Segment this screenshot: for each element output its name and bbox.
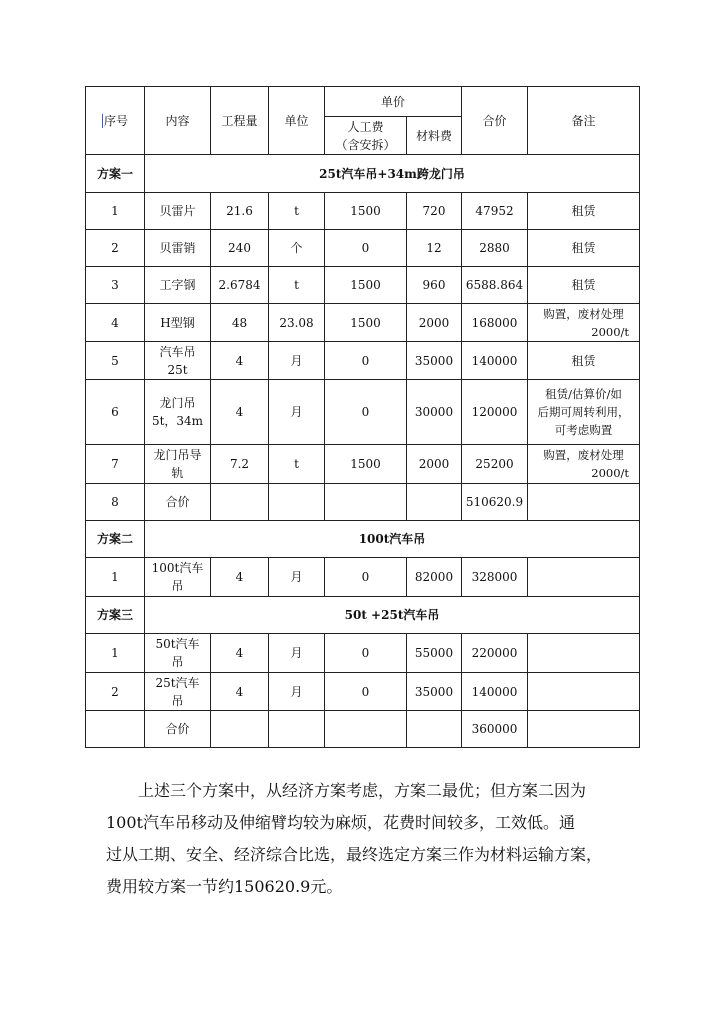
cell-seq: 1 [86,558,145,597]
cell-unit: 月 [269,673,325,711]
cell-material: 82000 [407,558,462,597]
cell-qty: 7.2 [211,445,269,484]
cell-labor [325,711,407,748]
cell-content: 汽车吊 25t [145,342,211,380]
cell-remark: 购置，废材处理 2000/t [528,304,640,342]
cell-material: 960 [407,267,462,304]
cell-total: 2880 [462,230,528,267]
cell-seq [86,711,145,748]
table-row [86,711,640,748]
cell-qty [211,484,269,521]
cell-remark [528,711,640,748]
cell-remark [528,484,640,521]
plan1-title-row [86,155,640,193]
cell-content: 25t汽车 吊 [145,673,211,711]
cell-content: 贝雷销 [145,230,211,267]
cell-content: 龙门吊 5t，34m [145,380,211,445]
cell-remark: 租赁 [528,267,640,304]
cell-remark: 租赁 [528,230,640,267]
cell-unit: t [269,445,325,484]
cell-labor: 0 [325,230,407,267]
cell-qty: 4 [211,673,269,711]
cell-labor: 0 [325,558,407,597]
plan3-label: 方案三 [86,597,145,634]
cell-unit: t [269,193,325,230]
cell-unit: 23.08 [269,304,325,342]
header-material: 材料费 [407,117,462,155]
table-row [86,230,640,267]
cell-qty: 4 [211,558,269,597]
cell-qty [211,711,269,748]
cell-seq: 7 [86,445,145,484]
cell-qty: 4 [211,380,269,445]
cell-material: 2000 [407,445,462,484]
cell-remark: 购置，废材处理 2000/t [528,445,640,484]
cell-labor: 0 [325,380,407,445]
cell-total: 120000 [462,380,528,445]
table-row [86,445,640,484]
header-row [86,87,640,117]
header-labor: 人工费 （含安拆） [325,117,407,155]
cell-remark: 租赁 [528,342,640,380]
table-row [86,634,640,673]
cell-remark [528,558,640,597]
table-row [86,380,640,445]
cell-material: 2000 [407,304,462,342]
cell-content: 50t汽车 吊 [145,634,211,673]
cell-seq: 6 [86,380,145,445]
cell-remark [528,673,640,711]
cell-material: 35000 [407,673,462,711]
cell-content: 合价 [145,484,211,521]
cell-seq: 1 [86,634,145,673]
table-row [86,304,640,342]
table-row [86,558,640,597]
plan2-title: 100t汽车吊 [145,521,640,558]
table-row [86,193,640,230]
cell-seq: 1 [86,193,145,230]
header-remark: 备注 [528,87,640,155]
paragraph-line: 费用较方案一节约150620.9元。 [106,877,343,896]
conclusion-paragraph [106,775,630,903]
cell-labor: 1500 [325,267,407,304]
cell-labor [325,484,407,521]
cell-content: 合价 [145,711,211,748]
table-row [86,484,640,521]
cell-total: 140000 [462,673,528,711]
cell-total: 168000 [462,304,528,342]
header-seq: 序号 [86,87,145,155]
cell-unit: 月 [269,558,325,597]
paragraph-line: 过从工期、安全、经济综合比选，最终选定方案三作为材料运输方案， [106,845,603,864]
cell-material: 35000 [407,342,462,380]
cell-seq: 4 [86,304,145,342]
cell-total: 328000 [462,558,528,597]
cell-material: 30000 [407,380,462,445]
cell-material [407,711,462,748]
cell-qty: 4 [211,342,269,380]
cell-seq: 5 [86,342,145,380]
header-content: 内容 [145,87,211,155]
text-cursor [102,114,103,128]
cell-qty: 48 [211,304,269,342]
cell-material: 720 [407,193,462,230]
cell-unit [269,711,325,748]
header-quantity: 工程量 [211,87,269,155]
cell-seq: 3 [86,267,145,304]
cell-labor: 0 [325,673,407,711]
cell-total: 140000 [462,342,528,380]
plan2-title-row [86,521,640,558]
cell-total: 510620.9 [462,484,528,521]
table-row [86,342,640,380]
header-total: 合价 [462,87,528,155]
cell-total: 47952 [462,193,528,230]
cell-unit: 个 [269,230,325,267]
cell-content: 工字钢 [145,267,211,304]
cost-comparison-table [85,86,640,748]
cell-remark [528,634,640,673]
cell-remark: 租赁/估算价/如 后期可周转利用， 可考虑购置 [528,380,640,445]
cell-total: 25200 [462,445,528,484]
header-unit: 单位 [269,87,325,155]
cell-seq: 2 [86,230,145,267]
cell-unit: 月 [269,380,325,445]
cell-content: 100t汽车 吊 [145,558,211,597]
cell-qty: 21.6 [211,193,269,230]
cell-seq: 8 [86,484,145,521]
plan1-title: 25t汽车吊+34m跨龙门吊 [145,155,640,193]
table-row [86,267,640,304]
cell-unit: 月 [269,342,325,380]
cell-seq: 2 [86,673,145,711]
table-row [86,673,640,711]
cell-remark: 租赁 [528,193,640,230]
cell-material: 55000 [407,634,462,673]
cell-unit: 月 [269,634,325,673]
cell-content: 贝雷片 [145,193,211,230]
plan2-label: 方案二 [86,521,145,558]
plan3-title: 50t +25t汽车吊 [145,597,640,634]
cell-labor: 1500 [325,304,407,342]
paragraph-line: 100t汽车吊移动及伸缩臂均较为麻烦，花费时间较多，工效低。通 [106,813,575,832]
cell-total: 6588.864 [462,267,528,304]
cell-qty: 240 [211,230,269,267]
cell-unit [269,484,325,521]
cell-labor: 0 [325,634,407,673]
cell-qty: 4 [211,634,269,673]
cell-labor: 1500 [325,445,407,484]
paragraph-line: 上述三个方案中，从经济方案考虑，方案二最优；但方案二因为 [138,781,587,800]
plan3-title-row [86,597,640,634]
cell-material [407,484,462,521]
cell-qty: 2.6784 [211,267,269,304]
cell-content: 龙门吊导 轨 [145,445,211,484]
cell-unit: t [269,267,325,304]
cell-total: 360000 [462,711,528,748]
cell-labor: 1500 [325,193,407,230]
header-unit-price: 单价 [325,87,462,117]
cell-content: H型钢 [145,304,211,342]
cell-material: 12 [407,230,462,267]
plan1-label: 方案一 [86,155,145,193]
cell-labor: 0 [325,342,407,380]
cell-total: 220000 [462,634,528,673]
